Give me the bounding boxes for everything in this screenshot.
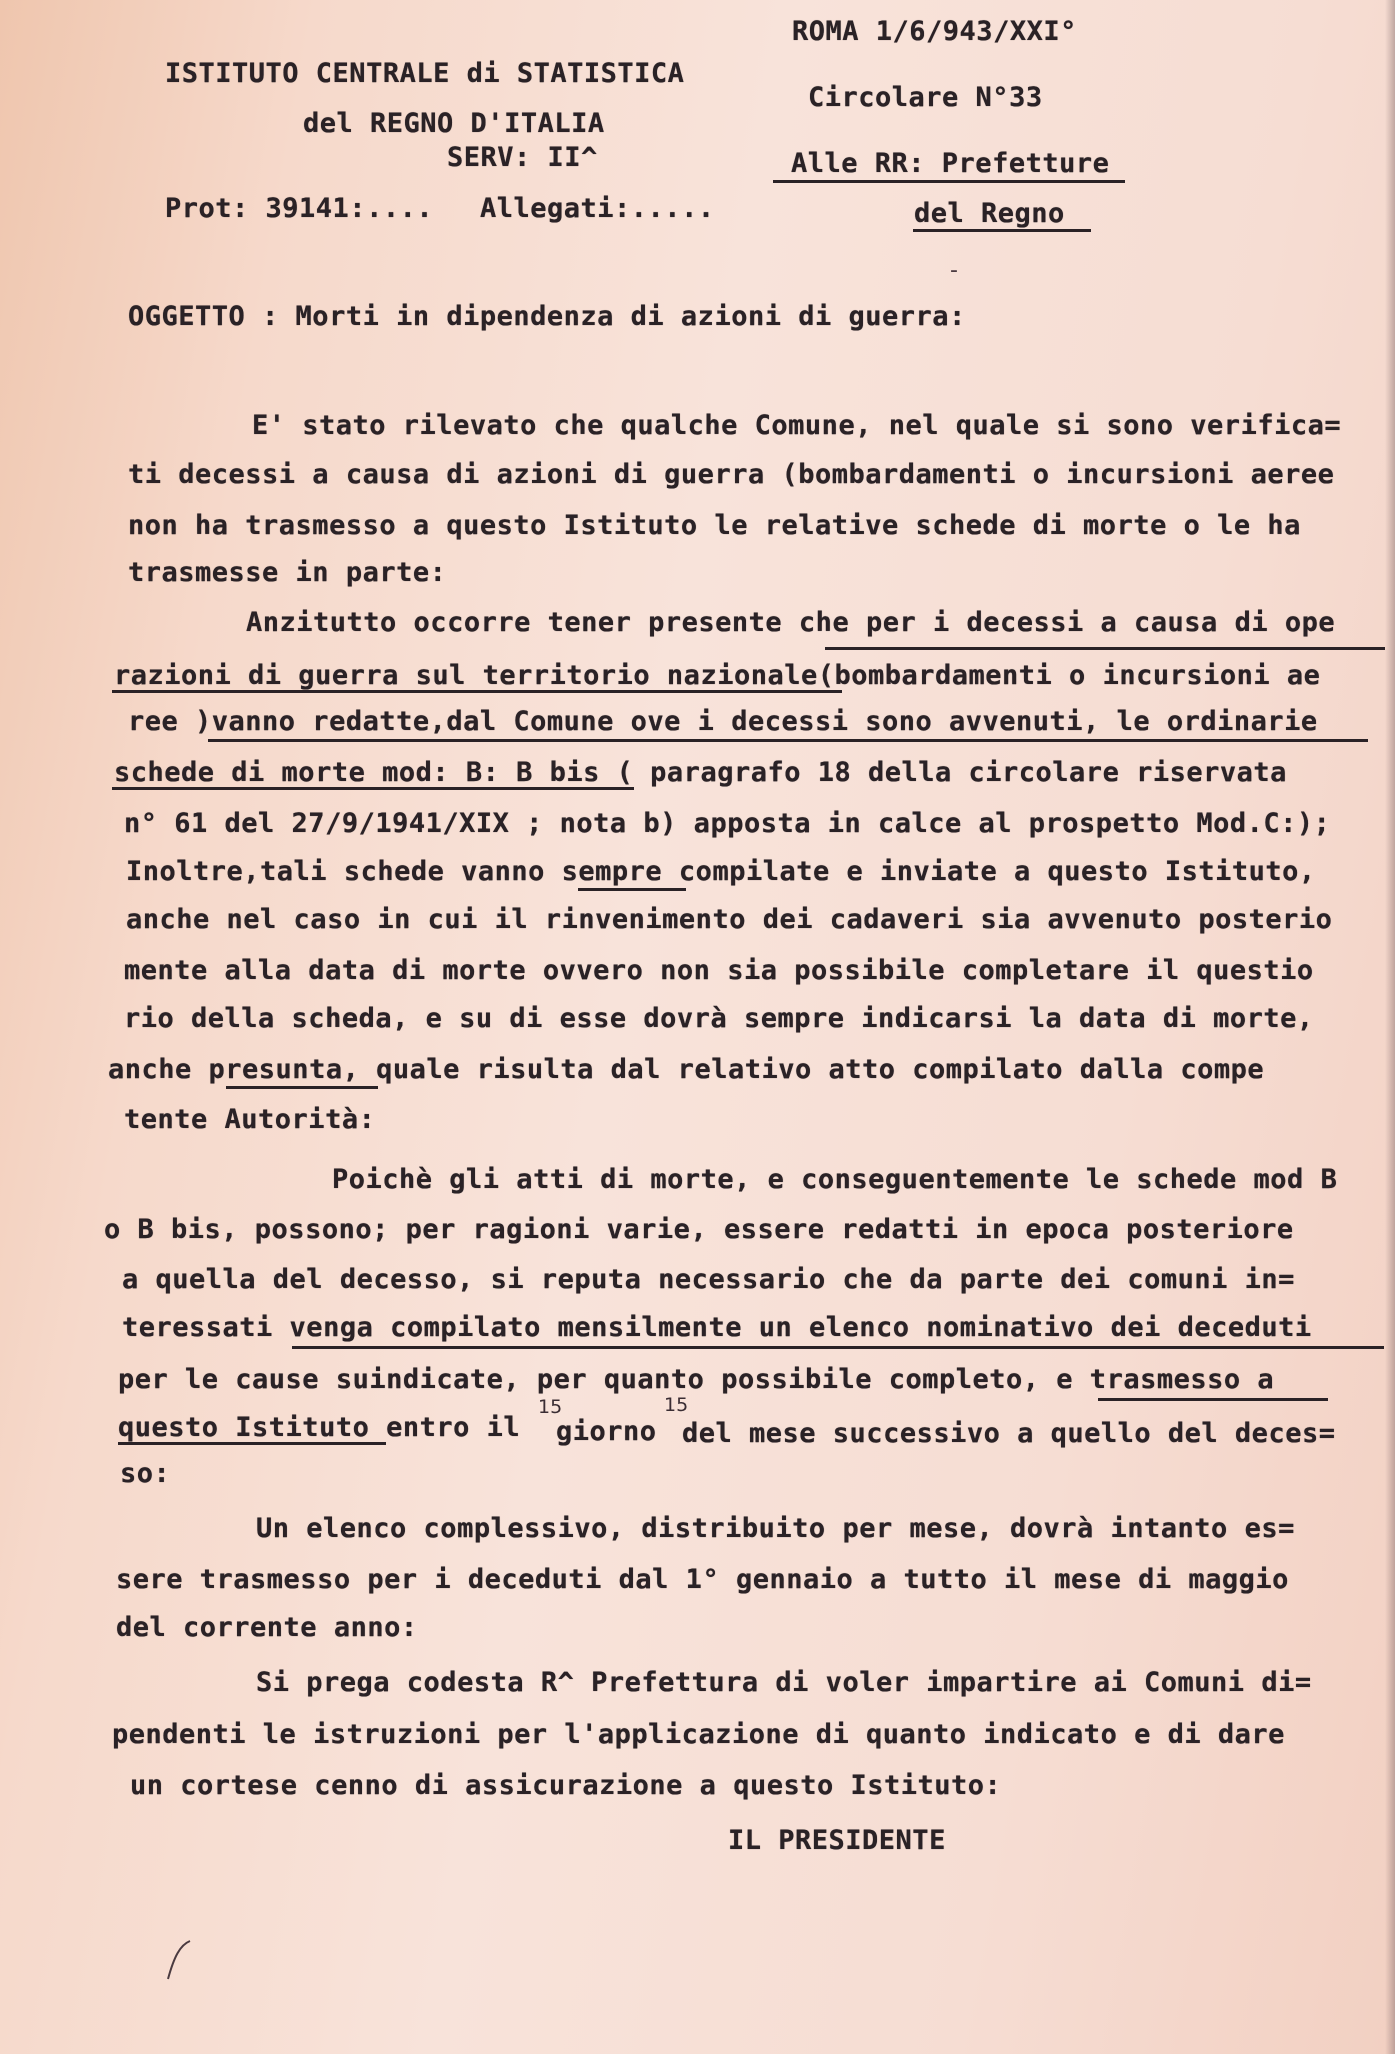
p2-line-8: mente alla data di morte ovvero non sia possibile completare il questio — [124, 955, 1314, 986]
place-and-date: ROMA 1/6/943/XXI° — [792, 16, 1077, 47]
p2-underline-4 — [112, 787, 634, 790]
service-number: SERV: II^ — [447, 142, 598, 173]
p2-line-10: anche presunta, quale risulta dal relativo atto compilato dalla compe — [108, 1054, 1265, 1085]
page-edge-shadow — [1385, 0, 1395, 2054]
p4-line-2: sere trasmesso per i deceduti dal 1° gennaio a tutto il mese di maggio — [116, 1564, 1289, 1595]
p3-line-4: teressati venga compilato mensilmente un elenco nominativo dei deceduti — [122, 1312, 1312, 1343]
p3-line-7: so: — [120, 1458, 171, 1489]
p2-underline-presunta — [226, 1086, 378, 1089]
subject-line: OGGETTO : Morti in dipendenza di azioni di guerra: — [128, 301, 966, 332]
p3-line-6b: giorno — [556, 1416, 657, 1447]
p3-line-3: a quella del decesso, si reputa necessario che da parte dei comuni in= — [122, 1264, 1295, 1295]
recipient-line-2: del Regno — [914, 198, 1065, 229]
p2-line-7: anche nel caso in cui il rinvenimento dei cadaveri sia avvenuto posterio — [126, 904, 1333, 935]
p3-line-6a: questo Istituto entro il — [118, 1412, 521, 1443]
institute-country: del REGNO D'ITALIA — [303, 108, 605, 139]
p1-line-4: trasmesse in parte: — [128, 557, 447, 588]
p3-underline-3 — [118, 1442, 386, 1445]
p5-line-1: Si prega codesta R^ Prefettura di voler impartire ai Comuni di= — [256, 1667, 1312, 1698]
p2-line-1: Anzitutto occorre tener presente che per i decessi a causa di ope — [246, 607, 1336, 638]
p3-line-2: o B bis, possono; per ragioni varie, essere redatti in epoca posteriore — [104, 1214, 1294, 1245]
pen-stroke-mark — [160, 1935, 200, 1985]
p2-line-5: n° 61 del 27/9/1941/XIX ; nota b) apposta in calce al prospetto Mod.C:); — [124, 808, 1331, 839]
p3-line-5: per le cause suindicate, per quanto possibile completo, e trasmesso a — [118, 1364, 1275, 1395]
p3-underline-2 — [1098, 1398, 1328, 1401]
p2-line-9: rio della scheda, e su di esse dovrà sempre indicarsi la data di morte, — [124, 1003, 1314, 1034]
protocol-number: Prot: 39141:.... — [165, 193, 434, 224]
signature-title: IL PRESIDENTE — [728, 1825, 946, 1856]
p1-line-2: ti decessi a causa di azioni di guerra (bombardamenti o incursioni aeree — [128, 459, 1335, 490]
p2-line-3: ree )vanno redatte,dal Comune ove i decessi sono avvenuti, le ordinarie — [128, 706, 1318, 737]
handwritten-day-1: 15 — [538, 1396, 563, 1418]
p5-line-2: pendenti le istruzioni per l'applicazione di quanto indicato e di dare — [112, 1719, 1285, 1750]
p2-line-2: razioni di guerra sul territorio nazionale(bombardamenti o incursioni ae — [114, 660, 1321, 691]
p3-line-1: Poichè gli atti di morte, e conseguentemente le schede mod B — [332, 1164, 1338, 1195]
recipient-underline-2 — [913, 229, 1091, 232]
p2-line-11: tente Autorità: — [124, 1104, 376, 1135]
p5-line-3: un cortese cenno di assicurazione a questo Istituto: — [130, 1770, 1002, 1801]
p2-underline-1 — [825, 647, 1385, 650]
handwritten-day-2: 15 — [664, 1394, 689, 1416]
stray-mark: - — [950, 258, 958, 283]
p2-line-4: schede di morte mod: B: B bis ( paragrafo 18 della circolare riservata — [114, 757, 1287, 788]
p4-line-3: del corrente anno: — [116, 1612, 418, 1643]
p2-underline-3 — [208, 739, 1368, 742]
p1-line-1: E' stato rilevato che qualche Comune, nel quale si sono verifica= — [252, 410, 1342, 441]
p1-line-3: non ha trasmesso a questo Istituto le relative schede di morte o le ha — [128, 510, 1301, 541]
institute-name: ISTITUTO CENTRALE di STATISTICA — [165, 58, 685, 89]
p2-underline-2 — [112, 690, 842, 693]
p4-line-1: Un elenco complessivo, distribuito per mese, dovrà intanto es= — [256, 1513, 1295, 1544]
p3-underline-1 — [292, 1346, 1384, 1349]
p3-line-6c: del mese successivo a quello del deces= — [682, 1418, 1336, 1449]
recipient-underline-1 — [773, 180, 1125, 183]
attachments-field: Allegati:..... — [480, 193, 715, 224]
p2-line-6: Inoltre,tali schede vanno sempre compilate e inviate a questo Istituto, — [126, 856, 1316, 887]
circular-number: Circolare N°33 — [808, 82, 1043, 113]
p2-underline-sempre — [578, 888, 686, 891]
recipient-line-1: Alle RR: Prefetture — [791, 148, 1110, 179]
